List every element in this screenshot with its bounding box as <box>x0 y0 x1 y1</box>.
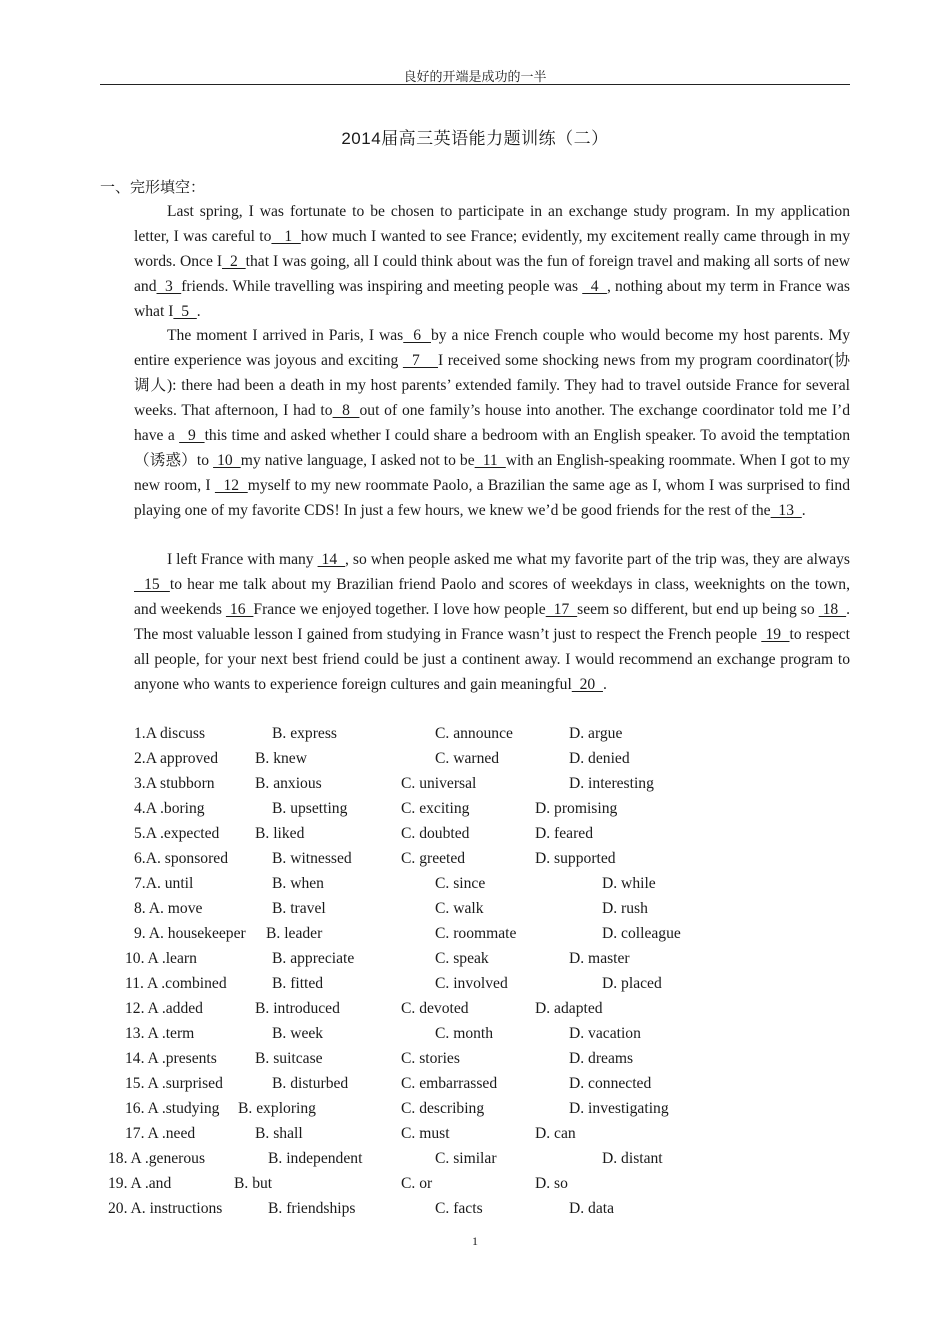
option-c: C. warned <box>435 750 500 767</box>
page-number: 1 <box>472 1234 478 1248</box>
blank-7: 7 <box>402 352 438 369</box>
passage-text: my native language, I asked not to be <box>240 452 475 469</box>
option-row-7 <box>0 871 950 896</box>
passage-text: France we enjoyed together. I love how people <box>253 601 546 618</box>
option-a: 2.A approved <box>134 750 219 767</box>
option-a: 7.A. until <box>134 875 194 892</box>
option-b: B. when <box>272 875 324 892</box>
option-d: D. data <box>569 1200 615 1217</box>
blank-3: 3 <box>156 278 182 295</box>
option-b: B. express <box>272 725 337 742</box>
option-c: C. walk <box>435 900 484 917</box>
option-b: B. suitcase <box>255 1050 323 1067</box>
option-c: C. doubted <box>401 825 470 842</box>
option-c: C. exciting <box>401 800 470 817</box>
option-d: D. dreams <box>569 1050 634 1067</box>
option-b: B. friendships <box>268 1200 356 1217</box>
option-d: D. master <box>569 950 630 967</box>
option-d: D. while <box>602 875 656 892</box>
option-c: C. roommate <box>435 925 517 942</box>
passage-text: to hear me talk about my Brazilian friend Paolo and scores of weekdays in class, weeknights on the town, and weekends <box>134 576 850 618</box>
section-heading: 一、完形填空： <box>100 180 206 196</box>
passage-text: out of one family’s house into another. The exchange coordinator told me I’d have a <box>134 402 850 444</box>
blank-19: 19 <box>761 626 790 643</box>
option-a: 9. A. housekeeper <box>134 925 246 942</box>
option-d: D. feared <box>535 825 594 842</box>
option-c: C. stories <box>401 1050 460 1067</box>
option-d: D. placed <box>602 975 662 992</box>
passage-text: I left France with many <box>167 551 318 568</box>
passage-text: seem so different, but end up being so <box>577 601 819 618</box>
option-row-15 <box>0 1071 950 1096</box>
option-b: B. fitted <box>272 975 324 992</box>
option-c: C. similar <box>435 1150 497 1167</box>
option-c: C. universal <box>401 775 477 792</box>
blank-18: 18 <box>818 601 847 618</box>
option-row-11 <box>0 971 950 996</box>
option-d: D. vacation <box>569 1025 641 1042</box>
option-a: 16. A .studying <box>125 1100 220 1117</box>
option-a: 13. A .term <box>125 1025 195 1042</box>
blank-6: 6 <box>403 327 431 344</box>
option-a: 3.A stubborn <box>134 775 215 792</box>
passage-text: . <box>196 303 201 320</box>
blank-2: 2 <box>222 253 246 270</box>
option-c: C. since <box>435 875 486 892</box>
option-row-1 <box>0 721 950 746</box>
option-a: 8. A. move <box>134 900 203 917</box>
blank-20: 20 <box>571 676 603 693</box>
option-b: B. leader <box>266 925 323 942</box>
passage-text: . The most valuable lesson I gained from studying in France wasn’t just to respect the French people <box>134 601 851 643</box>
option-row-20 <box>0 1196 950 1221</box>
option-c: C. must <box>401 1125 450 1142</box>
option-row-14 <box>0 1046 950 1071</box>
option-c: C. month <box>435 1025 494 1042</box>
blank-10: 10 <box>213 452 241 469</box>
option-c: C. involved <box>435 975 508 992</box>
blank-15: 15 <box>134 576 170 593</box>
option-row-16 <box>0 1096 950 1121</box>
passage-text: Last spring, I was fortunate to be chosen to participate in an exchange study program. In my application letter, I was careful to <box>134 203 850 245</box>
option-d: D. argue <box>569 725 623 742</box>
option-c: C. or <box>401 1175 433 1192</box>
document-title: 2014届高三英语能力题训练（二） <box>341 129 609 148</box>
blank-17: 17 <box>545 601 578 618</box>
option-b: B. upsetting <box>272 800 348 817</box>
option-b: B. appreciate <box>272 950 355 967</box>
passage-text: this time and asked whether I could share a bedroom with an English speaker. To avoid the temptation（诱惑）to <box>134 427 851 469</box>
option-a: 18. A .generous <box>108 1150 206 1167</box>
option-d: D. so <box>535 1175 568 1192</box>
option-row-13 <box>0 1021 950 1046</box>
option-row-18 <box>0 1146 950 1171</box>
option-c: C. announce <box>435 725 513 742</box>
option-row-10 <box>0 946 950 971</box>
blank-4: 4 <box>582 278 607 295</box>
option-b: B. anxious <box>255 775 322 792</box>
answer-options <box>0 721 950 1221</box>
option-d: D. distant <box>602 1150 663 1167</box>
option-a: 15. A .surprised <box>125 1075 223 1092</box>
option-a: 6.A. sponsored <box>134 850 228 867</box>
option-a: 10. A .learn <box>125 950 197 967</box>
passage-text: friends. While travelling was inspiring and meeting people was <box>181 278 583 295</box>
option-a: 12. A .added <box>125 1000 203 1017</box>
option-row-3 <box>0 771 950 796</box>
option-a: 4.A .boring <box>134 800 205 817</box>
option-b: B. knew <box>255 750 307 767</box>
option-b: B. independent <box>268 1150 363 1167</box>
option-row-2 <box>0 746 950 771</box>
option-c: C. speak <box>435 950 489 967</box>
option-c: C. greeted <box>401 850 466 867</box>
blank-16: 16 <box>225 601 254 618</box>
page-header: 良好的开端是成功的一半 <box>403 69 547 84</box>
passage-text: , nothing about my term in France was what I <box>134 278 850 320</box>
passage-text: . <box>801 502 806 519</box>
passage-text: . <box>602 676 607 693</box>
option-b: B. witnessed <box>272 850 352 867</box>
passage-paragraph-2 <box>134 323 850 523</box>
option-row-12 <box>0 996 950 1021</box>
option-d: D. interesting <box>569 775 654 792</box>
blank-12: 12 <box>214 477 248 494</box>
passage-text: myself to my new roommate Paolo, a Brazilian the same age as I, whom I was surprised to find playing one of my favorite CDS! In just a few hours, we knew we’d be good friends for the rest of the <box>134 477 851 519</box>
header-rule <box>100 84 850 85</box>
option-b: B. disturbed <box>272 1075 349 1092</box>
option-a: 5.A .expected <box>134 825 220 842</box>
passage-paragraph-1 <box>134 199 850 324</box>
option-row-5 <box>0 821 950 846</box>
passage-text: The moment I arrived in Paris, I was <box>167 327 404 344</box>
option-d: D. investigating <box>569 1100 669 1117</box>
option-row-19 <box>0 1171 950 1196</box>
option-a: 19. A .and <box>108 1175 172 1192</box>
passage-text: I received some shocking news from my program coordinator(协调人): there had been a death in my host parents’ extended family. They had to travel outside France for several weeks. That afternoon, I had to <box>134 352 851 419</box>
option-b: B. exploring <box>238 1100 316 1117</box>
option-a: 17. A .need <box>125 1125 196 1142</box>
option-d: D. adapted <box>535 1000 603 1017</box>
blank-9: 9 <box>179 427 205 444</box>
option-c: C. describing <box>401 1100 485 1117</box>
option-d: D. promising <box>535 800 618 817</box>
option-a: 11. A .combined <box>125 975 227 992</box>
blank-11: 11 <box>474 452 506 469</box>
option-b: B. travel <box>272 900 326 917</box>
blank-14: 14 <box>317 551 346 568</box>
blank-1: 1 <box>271 228 301 245</box>
blank-8: 8 <box>332 402 360 419</box>
option-d: D. colleague <box>602 925 681 942</box>
blank-5: 5 <box>173 303 197 320</box>
passage-text: how much I wanted to see France; evidently, my excitement really came through in my words. Once I <box>134 228 850 270</box>
option-d: D. denied <box>569 750 630 767</box>
option-row-4 <box>0 796 950 821</box>
option-a: 20. A. instructions <box>108 1200 223 1217</box>
option-b: B. introduced <box>255 1000 340 1017</box>
option-a: 1.A discuss <box>134 725 206 742</box>
passage-text: that I was going, all I could think about was the fun of foreign travel and making all sorts of new and <box>134 253 851 295</box>
passage-text: with an English-speaking roommate. When I got to my new room, I <box>134 452 850 494</box>
option-row-9 <box>0 921 950 946</box>
passage-text: by a nice French couple who would become my host parents. My entire experience was joyous and exciting <box>134 327 850 369</box>
option-c: C. facts <box>435 1200 483 1217</box>
option-b: B. week <box>272 1025 324 1042</box>
option-d: D. can <box>535 1125 576 1142</box>
passage-text: to respect all people, for your next best friend could be just a continent away. I would recommend an exchange program to anyone who wants to experience foreign cultures and gain meaningful <box>134 626 850 693</box>
blank-13: 13 <box>770 502 802 519</box>
option-d: D. rush <box>602 900 648 917</box>
option-b: B. but <box>234 1175 273 1192</box>
option-d: D. supported <box>535 850 616 867</box>
option-c: C. devoted <box>401 1000 469 1017</box>
option-d: D. connected <box>569 1075 652 1092</box>
option-c: C. embarrassed <box>401 1075 498 1092</box>
option-b: B. shall <box>255 1125 303 1142</box>
option-b: B. liked <box>255 825 305 842</box>
option-row-8 <box>0 896 950 921</box>
passage-text: , so when people asked me what my favorite part of the trip was, they are always <box>345 551 850 568</box>
passage-paragraph-3 <box>134 547 850 697</box>
option-a: 14. A .presents <box>125 1050 217 1067</box>
option-row-6 <box>0 846 950 871</box>
option-row-17 <box>0 1121 950 1146</box>
